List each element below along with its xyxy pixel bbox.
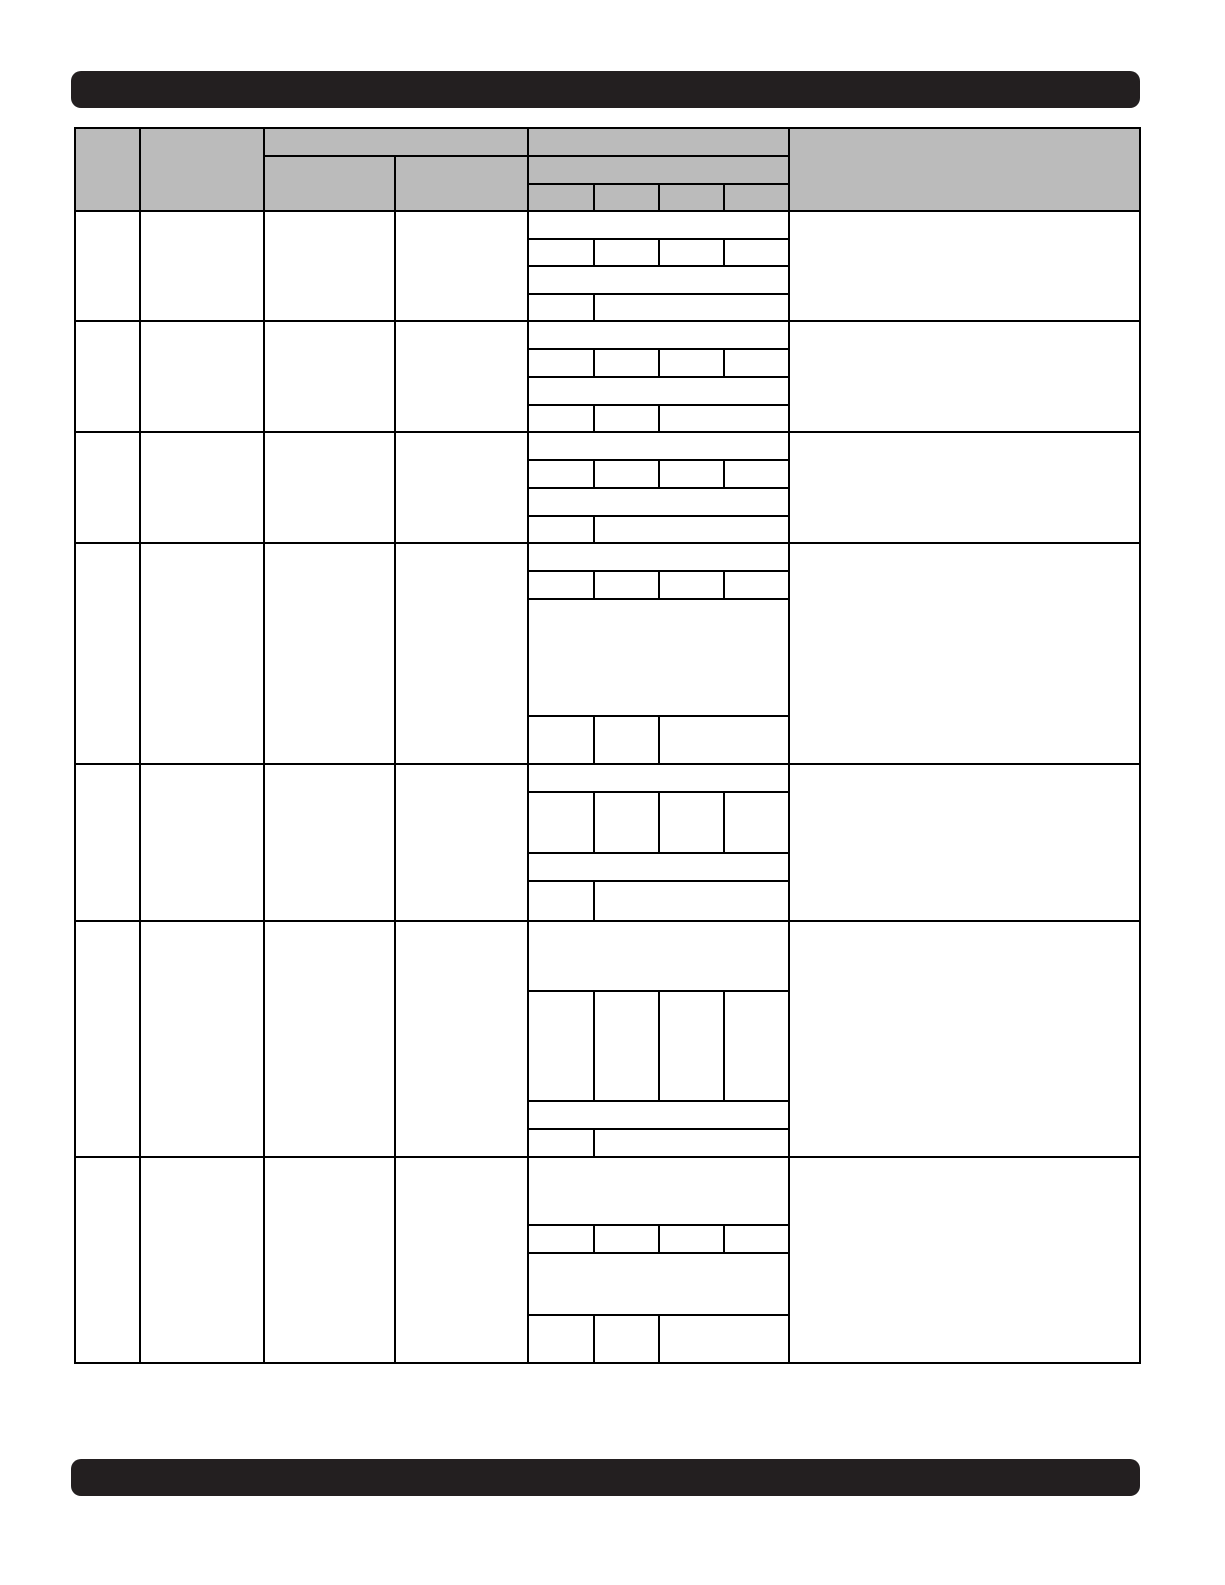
table-frame [75, 128, 1140, 1363]
table-grid-lines [75, 128, 1140, 1363]
table-header [75, 128, 1140, 211]
page-footer-bar [71, 1459, 1140, 1496]
header-cell-bg [75, 128, 1140, 211]
